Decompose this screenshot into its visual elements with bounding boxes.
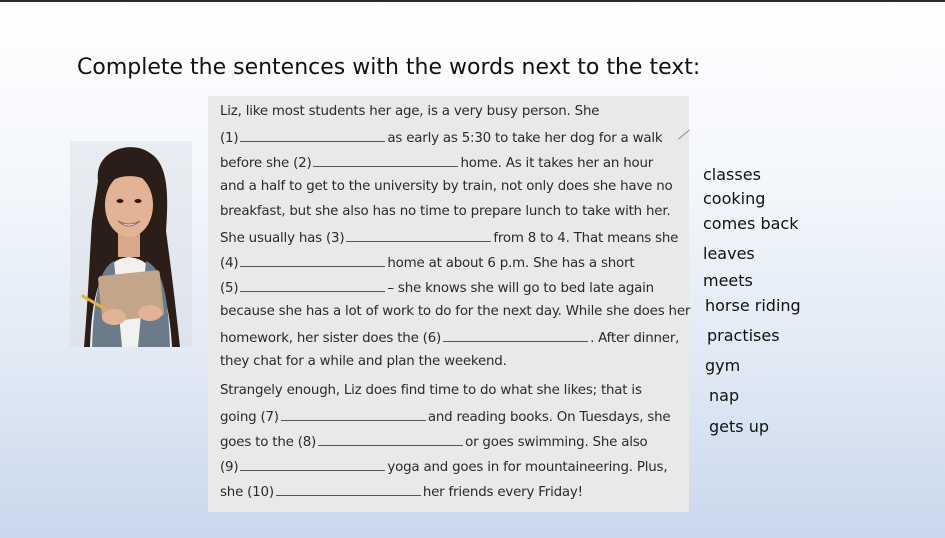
passage-line-text: and a half to get to the university by train, not only does she have no [220, 179, 673, 194]
page-fold-mark [678, 130, 689, 140]
student-photo [70, 141, 192, 347]
passage-line [220, 483, 583, 500]
passage-line-text: yoga and goes in for mountaineering. Plus, [387, 460, 668, 475]
word-bank-item: leaves [703, 244, 755, 263]
passage-line-text: her friends every Friday! [422, 485, 583, 500]
passage-line-text: and reading books. On Tuesdays, she [427, 410, 671, 425]
passage-line [220, 408, 670, 425]
passage-line-text: breakfast, but she also has no time to prepare lunch to take with her. [220, 204, 671, 219]
passage-line [220, 229, 678, 246]
passage-line [220, 279, 654, 296]
passage-line-text: she (10) [220, 485, 274, 500]
passage-line-text: from 8 to 4. That means she [493, 231, 679, 246]
answer-blank[interactable] [240, 458, 385, 471]
passage-panel [208, 96, 689, 512]
passage-line [220, 104, 599, 119]
word-bank-item: gets up [709, 417, 769, 436]
answer-blank[interactable] [281, 408, 426, 421]
passage-line-text: as early as 5:30 to take her dog for a walk [387, 131, 663, 146]
word-bank-item: gym [705, 356, 741, 375]
answer-blank[interactable] [240, 254, 385, 267]
answer-blank[interactable] [313, 154, 458, 167]
passage-line [220, 129, 662, 146]
word-bank-item: practises [707, 326, 780, 345]
passage-line-text: Strangely enough, Liz does find time to do what she likes; that is [220, 383, 642, 398]
answer-blank[interactable] [276, 483, 421, 496]
passage-line-text: they chat for a while and plan the weekend. [220, 354, 507, 369]
passage-line [220, 304, 690, 319]
passage-line-text: home at about 6 p.m. She has a short [387, 256, 635, 271]
word-bank-item: cooking [703, 189, 766, 208]
passage-line-text: . After dinner, [590, 331, 680, 346]
passage-line-text: (1) [220, 131, 239, 146]
answer-blank[interactable] [443, 329, 588, 342]
student-illustration [70, 141, 192, 347]
answer-blank[interactable] [318, 433, 463, 446]
answer-blank[interactable] [240, 279, 385, 292]
passage-line [220, 458, 667, 475]
passage-line-text: home. As it takes her an hour [460, 156, 654, 171]
passage-line [220, 204, 670, 219]
word-bank-item: nap [709, 386, 740, 405]
passage-line-text: because she has a lot of work to do for the next day. While she does her [220, 304, 691, 319]
word-bank-item: comes back [703, 214, 799, 233]
answer-blank[interactable] [240, 129, 385, 142]
passage-line-text: She usually has (3) [220, 231, 345, 246]
passage-line-text: (9) [220, 460, 239, 475]
passage-line-text: going (7) [220, 410, 279, 425]
passage-line [220, 179, 673, 194]
word-bank-item: horse riding [705, 296, 801, 315]
passage-line-text: – she knows she will go to bed late again [387, 281, 654, 296]
passage-line-text: before she (2) [220, 156, 312, 171]
instruction-title: Complete the sentences with the words next to the text: [77, 55, 701, 80]
passage-line [220, 383, 642, 398]
passage-line [220, 433, 648, 450]
top-border [0, 0, 945, 2]
passage-line-text: (5) [220, 281, 239, 296]
passage-line [220, 154, 653, 171]
passage-line-text: Liz, like most students her age, is a very busy person. She [220, 104, 600, 119]
passage-line [220, 254, 634, 271]
passage-line-text: goes to the (8) [220, 435, 317, 450]
passage-line-text: (4) [220, 256, 239, 271]
passage-line [220, 329, 679, 346]
word-bank-item: classes [703, 165, 761, 184]
word-bank-item: meets [703, 271, 753, 290]
passage-line-text: or goes swimming. She also [465, 435, 648, 450]
passage-line [220, 354, 507, 369]
answer-blank[interactable] [346, 229, 491, 242]
passage-line-text: homework, her sister does the (6) [220, 331, 442, 346]
